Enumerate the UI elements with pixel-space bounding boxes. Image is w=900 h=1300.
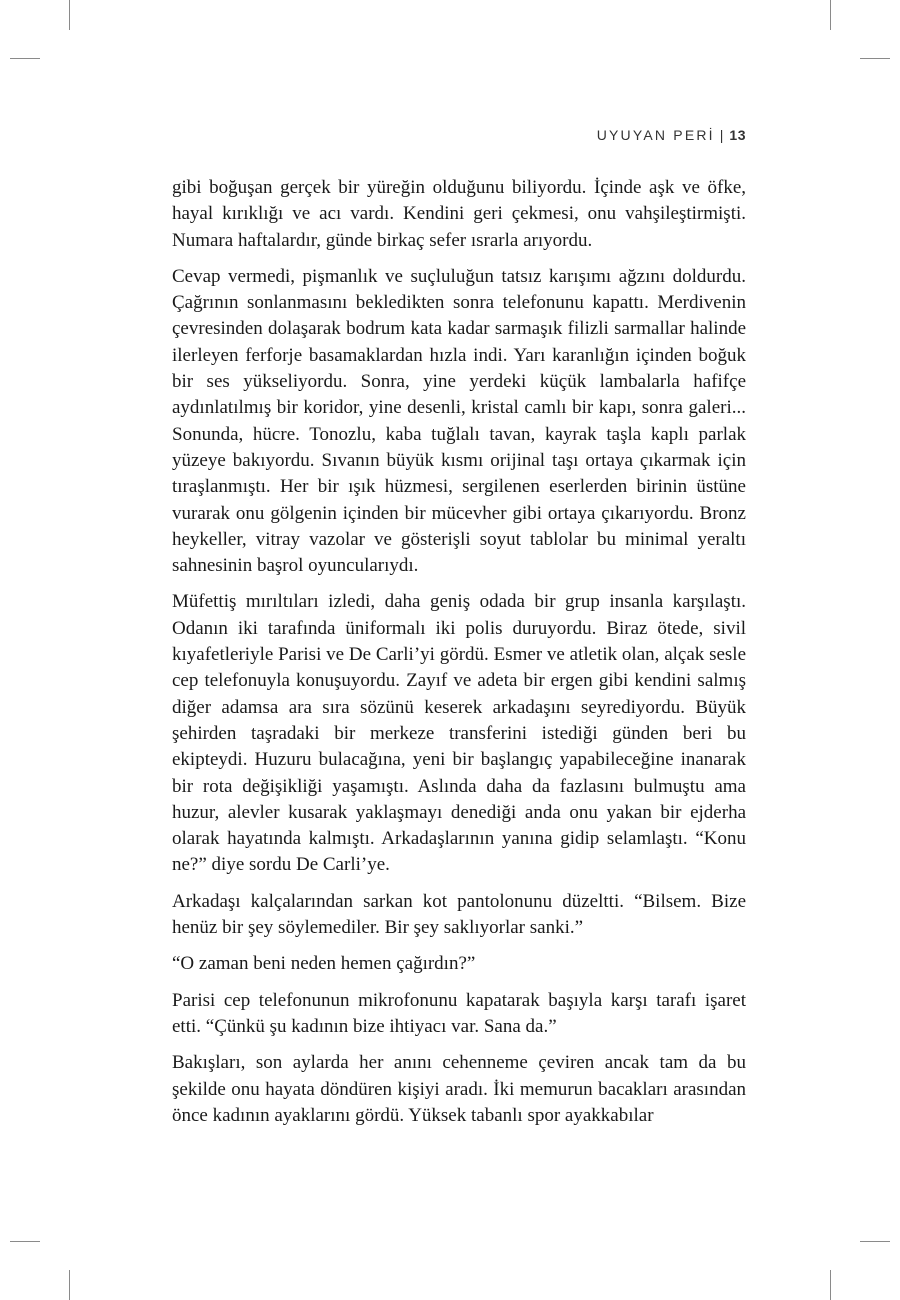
book-title: UYUYAN PERİ — [596, 127, 715, 143]
paragraph: Parisi cep telefonunun mikrofonunu kapatarak başıyla karşı tarafı işaret etti. “Çünkü şu kadının bize ihtiyacı var. Sana da.” — [172, 989, 746, 1037]
paragraph: Bakışları, son aylarda her anını cehenneme çeviren ancak tam da bu şekilde onu hayata döndüren kişiyi aradı. İki memurun bacakları arasından önce kadının ayaklarını gördü. Yüksek tabanlı spor ayakkabılar — [172, 1052, 746, 1126]
crop-mark-top-right — [830, 0, 831, 30]
crop-mark-top-left — [69, 0, 70, 30]
crop-mark-right-top — [860, 58, 890, 59]
header-separator: | — [719, 127, 724, 143]
page-number: 13 — [729, 127, 746, 143]
paragraph: “O zaman beni neden hemen çağırdın?” — [172, 953, 476, 975]
crop-mark-left-bottom — [10, 1241, 40, 1242]
running-head — [597, 127, 746, 143]
crop-mark-left-top — [10, 58, 40, 59]
paragraph: Müfettiş mırıltıları izledi, daha geniş odada bir grup insanla karşılaştı. Odanın iki tarafında üniformalı iki polis duruyordu. Biraz ötede, sivil kıyafetleriyle Parisi ve De Carli’yi gördü. Esmer ve atletik olan, alçak sesle cep telefonuyla konuşuyordu. Zayıf ve adeta bir ergen gibi kendini salmış diğer adamsa ara sıra sözünü keserek arkadaşını seyrediyordu. Büyük şehirden taşradaki bir merkeze transferini istediği günden beri bu ekipteydi. Huzuru bulacağına, yeni bir başlangıç yapabileceğine inanarak bir rota değişikliği yaşamıştı. Aslında daha da fazlasını bulmuştu ama huzur, alevler kusarak yaklaşmayı denediği anda onu yakan bir ejderha olarak hayatında kalmıştı. Arkadaşlarının yanına gidip selamlaştı. “Konu ne?” diye sordu De Carli’ye. — [172, 591, 746, 876]
crop-mark-bottom-right — [830, 1270, 831, 1300]
paragraph: Arkadaşı kalçalarından sarkan kot pantolonunu düzeltti. “Bilsem. Bize henüz bir şey söylemediler. Bir şey saklıyorlar sanki.” — [172, 890, 746, 939]
body-text — [172, 175, 746, 1139]
paragraph: Cevap vermedi, pişmanlık ve suçluluğun tatsız karışımı ağzını doldurdu. Çağrının sonlanmasını bekledikten sonra telefonunu kapattı. Merdivenin çevresinden dolaşarak bodrum kata kadar sarmaşık filizli sarmallar halinde ilerleyen ferforje basamaklardan hızla indi. Yarı karanlığın içinden boğuk bir ses yükseliyordu. Sonra, yine yerdeki küçük lambalarla hafifçe aydınlatılmış bir koridor, yine desenli, kristal camlı bir kapı, sonra galeri... Sonunda, hücre. Tonozlu, kaba tuğlalı tavan, kayrak taşla kaplı parlak yüzeye bakıyordu. Sıvanın büyük kısmı orijinal taşı ortaya çıkarmak için tıraşlanmıştı. Her bir ışık hüzmesi, sergilenen eserlerden birinin üstüne vurarak onu gölgenin içinden bir mücevher gibi ortaya çıkarıyordu. Bronz heykeller, vitray vazolar ve gösterişli soyut tablolar bu minimal yeraltı sahnesinin başrol oyuncularıydı. — [172, 265, 746, 577]
crop-mark-bottom-left — [69, 1270, 70, 1300]
crop-mark-right-bottom — [860, 1241, 890, 1242]
paragraph: gibi boğuşan gerçek bir yüreğin olduğunu biliyordu. İçinde aşk ve öfke, hayal kırıklığı ve acı vardı. Kendini geri çekmesi, onu vahşileştirmişti. Numara haftalardır, günde birkaç sefer ısrarla arıyordu. — [172, 177, 746, 251]
